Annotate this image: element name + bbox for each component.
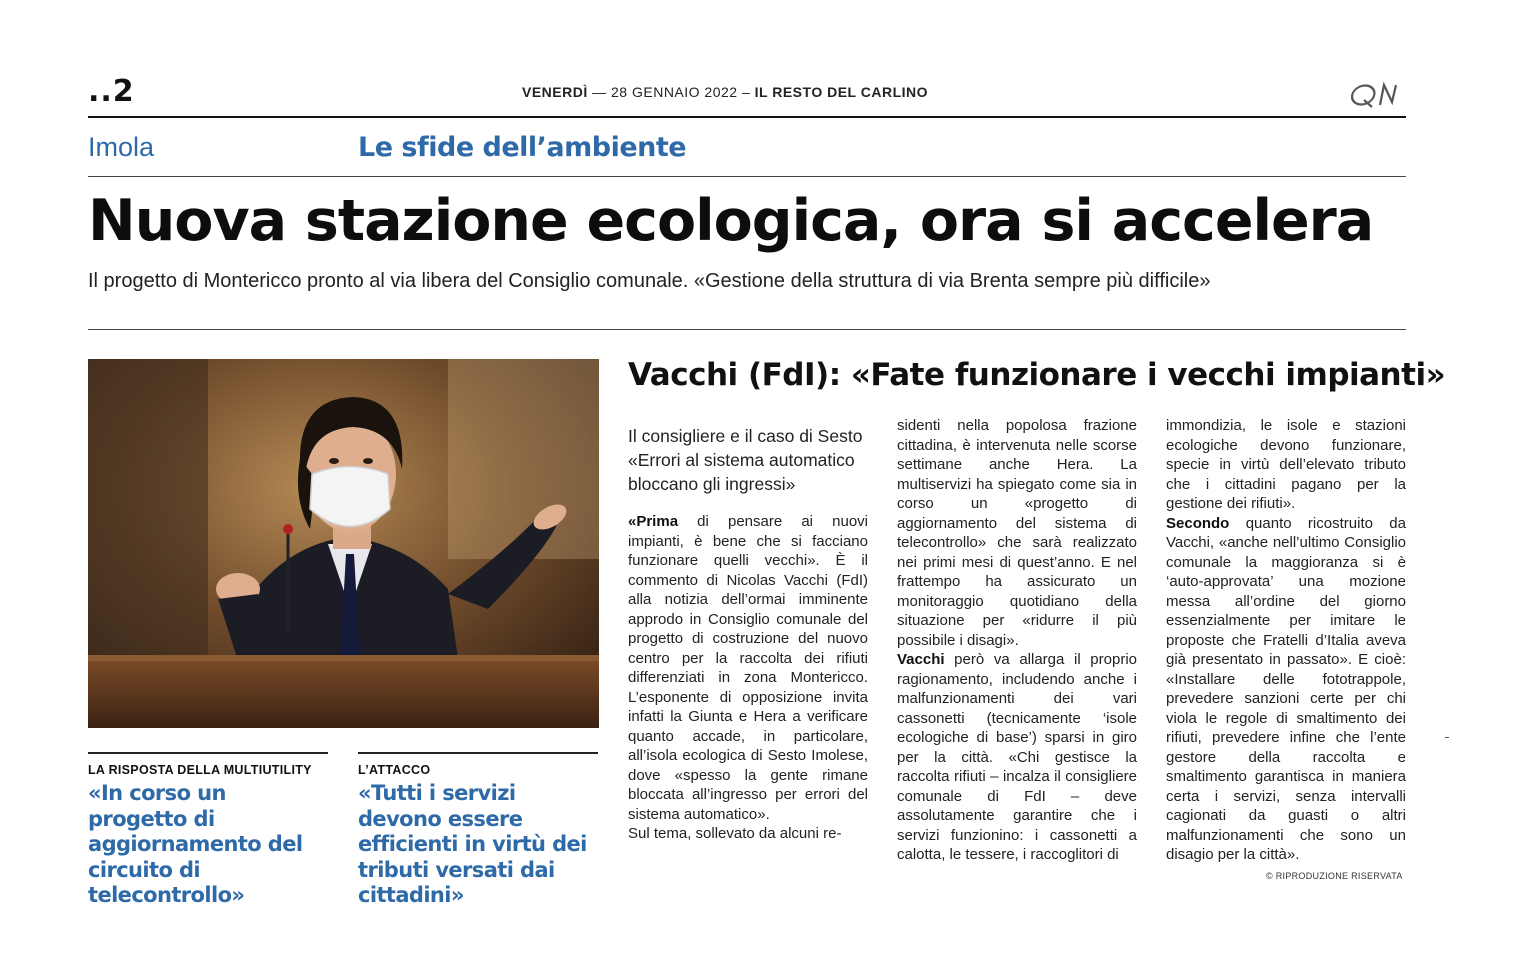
- dateline: [522, 84, 928, 100]
- article-paragraph: [1166, 416, 1406, 514]
- paragraph-text: Sul tema, sollevato da alcuni re-: [628, 825, 842, 842]
- article-paragraph: [1166, 514, 1406, 865]
- paragraph-text: quanto ricostruito da Vacchi, «anche nell’ultimo Consiglio comunale la maggioranza si è ‘auto-approvata’ una mozione messa all’ordine del giorno essenzialmente per imitare le proposte che Fratelli d’Italia aveva già presentato in passato». E cioè: «Installare delle fototrappole, prevedere sanzioni certe per chi viola le regole di smaltimento dei rifiuti, prevedere infine che l’ente gestore della raccolta e smaltimento garantisca in maniera certa i servizi, senza intervalli cagionati da guasti o altri malfunzionamenti che sono un disagio per la città».: [1166, 514, 1406, 863]
- paragraph-lead: Secondo: [1166, 514, 1230, 532]
- caption-attacco: [358, 752, 598, 909]
- caption-label: LA RISPOSTA DELLA MULTIUTILITY: [88, 763, 312, 777]
- dateline-date: 28 GENNAIO 2022: [611, 84, 738, 100]
- main-subtitle: Il progetto di Montericco pronto al via libera del Consiglio comunale. «Gestione della struttura di via Brenta sempre più difficile»: [88, 270, 1211, 292]
- paragraph-lead: «Prima: [628, 513, 679, 530]
- caption-quote: «Tutti i servizi devono essere efficienti in virtù dei tributi versati dai cittadini»: [358, 781, 587, 907]
- paragraph-text: immondizia, le isole e stazioni ecologiche devono funzionare, specie in virtù dell’elevato tributo che i cittadini pagano per la gestione dei rifiuti».: [1166, 417, 1406, 512]
- margin-mark: [1445, 737, 1449, 738]
- article-paragraph: [628, 512, 868, 824]
- article-column-3: [1166, 416, 1406, 865]
- caption-multiutility: [88, 752, 328, 909]
- dateline-sep: —: [587, 84, 612, 100]
- dateline-sep: –: [737, 84, 755, 100]
- section-rule: [88, 176, 1406, 177]
- article-title: Vacchi (FdI): «Fate funzionare i vecchi impianti»: [628, 357, 1446, 393]
- paragraph-text: di pensare ai nuovi impianti, è bene che si facciano funzionare quelli vecchi». È il commento di Nicolas Vacchi (FdI) alla notizia dell’ormai imminente approdo in Consiglio comunale del progetto di costruzione del nuovo centro per la raccolta dei rifiuti differenziati in zona Montericco. L’esponente di opposizione invita infatti la Giunta e Hera a verificare quanto accade, in particolare, all’isola ecologica di Sesto Imolese, dove «spesso la gente rimane bloccata all’ingresso per errori del sistema automatico».: [628, 513, 868, 823]
- article-paragraph: [897, 650, 1137, 865]
- caption-label: L’ATTACCO: [358, 763, 431, 777]
- dateline-day: VENERDÌ: [522, 84, 588, 100]
- page-number-value: 2: [112, 74, 135, 109]
- header-rule: [88, 116, 1406, 118]
- page-number: [88, 74, 135, 109]
- article-column-1: [628, 512, 868, 844]
- qn-logo: [1350, 82, 1406, 108]
- main-headline: Nuova stazione ecologica, ora si accelera: [88, 188, 1374, 254]
- page-dots: ..: [88, 74, 113, 109]
- page-kicker: Le sfide dell’ambiente: [358, 132, 687, 163]
- caption-quote: «In corso un progetto di aggiornamento del circuito di telecontrollo»: [88, 781, 303, 907]
- article-column-2: [897, 416, 1137, 865]
- section-name: Imola: [88, 132, 155, 162]
- newspaper-name: IL RESTO DEL CARLINO: [754, 84, 929, 100]
- headline-rule: [88, 329, 1406, 330]
- photo-illustration: [88, 359, 599, 728]
- article-photo: [88, 359, 599, 728]
- paragraph-text: sidenti nella popolosa frazione cittadina, è intervenuta nelle scorse settimane anche Hera. La multiservizi ha spiegato come sia in corso un «progetto di aggiornamento del sistema di telecontrollo» che sarà realizzato nei primi mesi di quest’anno. E nel frattempo ha assicurato un monitoraggio quotidiano della situazione per «ridurre il più possibile i disagi».: [897, 417, 1137, 649]
- caption-rule: [358, 752, 598, 754]
- caption-rule: [88, 752, 328, 754]
- paragraph-text: però va allarga il proprio ragionamento, includendo anche i malfunzionamenti dei vari cassonetti (tecnicamente ‘isole ecologiche di base’) sparsi in giro per la città. «Chi gestisce la raccolta rifiuti – incalza il consigliere comunale di FdI – deve assolutamente garantire che i servizi funzionino: i cassonetti a calotta, le tessere, i raccoglitori di: [897, 651, 1137, 863]
- paragraph-lead: Vacchi: [897, 651, 945, 668]
- article-paragraph: [628, 824, 868, 844]
- copyright-notice: © RIPRODUZIONE RISERVATA: [1266, 871, 1403, 881]
- article-summary: Il consigliere e il caso di Sesto «Errori al sistema automatico bloccano gli ingressi»: [628, 426, 863, 494]
- article-paragraph: [897, 416, 1137, 650]
